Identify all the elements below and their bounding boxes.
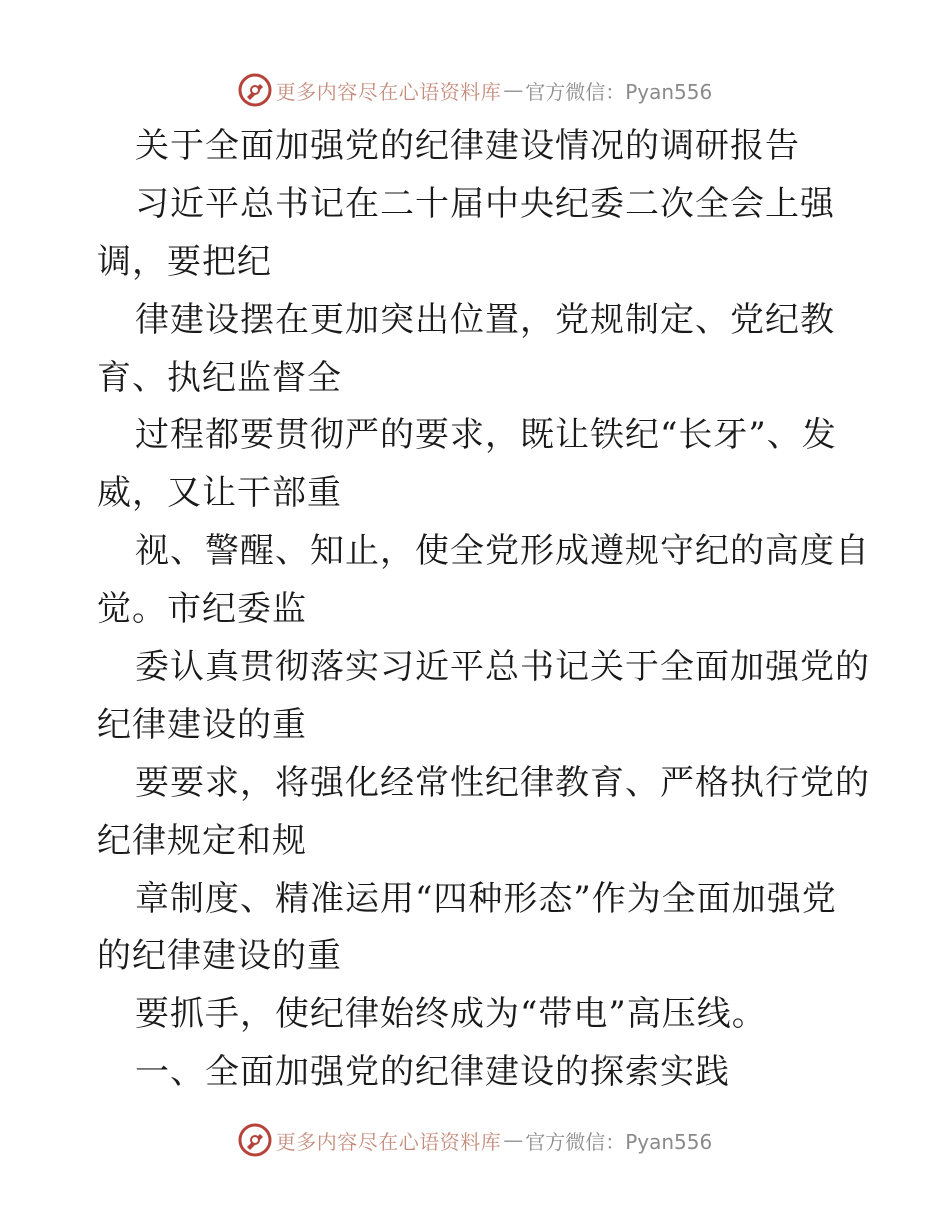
paragraph-line: 威，又让干部重 xyxy=(97,473,342,514)
paragraph-line: 律建设摆在更加突出位置，党规制定、党纪教 xyxy=(135,299,835,340)
watermark-separator: — xyxy=(503,1128,524,1152)
paragraph-line: 过程都要贯彻严的要求，既让铁纪“长牙”、发 xyxy=(135,415,837,456)
paragraph-line: 章制度、精准运用“四种形态”作为全面加强党 xyxy=(135,878,837,919)
document-body xyxy=(97,118,870,1102)
paragraph-line: 要抓手，使纪律始终成为“带电”高压线。 xyxy=(135,994,767,1035)
watermark-contact-text: 官方微信：Pyan556 xyxy=(525,79,713,104)
paragraph-line: 要要求，将强化经常性纪律教育、严格执行党的 xyxy=(135,762,870,803)
watermark-separator: — xyxy=(503,78,524,102)
paragraph-line: 的纪律建设的重 xyxy=(97,936,342,977)
header-watermark xyxy=(0,70,950,110)
watermark-contact-text: 官方微信：Pyan556 xyxy=(525,1129,713,1154)
pen-logo-icon xyxy=(238,73,272,107)
watermark-site-text: 更多内容尽在心语资料库 xyxy=(275,79,502,104)
paragraph-line: 纪律规定和规 xyxy=(97,820,307,861)
footer-watermark xyxy=(0,1120,950,1160)
paragraph-line: 习近平总书记在二十届中央纪委二次全会上强 xyxy=(135,183,835,224)
paragraph-line: 育、执纪监督全 xyxy=(97,357,342,398)
paragraph-line: 委认真贯彻落实习近平总书记关于全面加强党的 xyxy=(135,647,870,688)
paragraph-line: 觉。市纪委监 xyxy=(97,589,307,630)
section-heading: 一、全面加强党的纪律建设的探索实践 xyxy=(135,1052,730,1093)
paragraph-line: 视、警醒、知止，使全党形成遵规守纪的高度自 xyxy=(135,531,870,572)
paragraph-line: 调，要把纪 xyxy=(97,241,272,282)
pen-logo-icon xyxy=(238,1123,272,1157)
document-title: 关于全面加强党的纪律建设情况的调研报告 xyxy=(135,126,800,166)
watermark-site-text: 更多内容尽在心语资料库 xyxy=(275,1129,502,1154)
paragraph-line: 纪律建设的重 xyxy=(97,704,307,745)
